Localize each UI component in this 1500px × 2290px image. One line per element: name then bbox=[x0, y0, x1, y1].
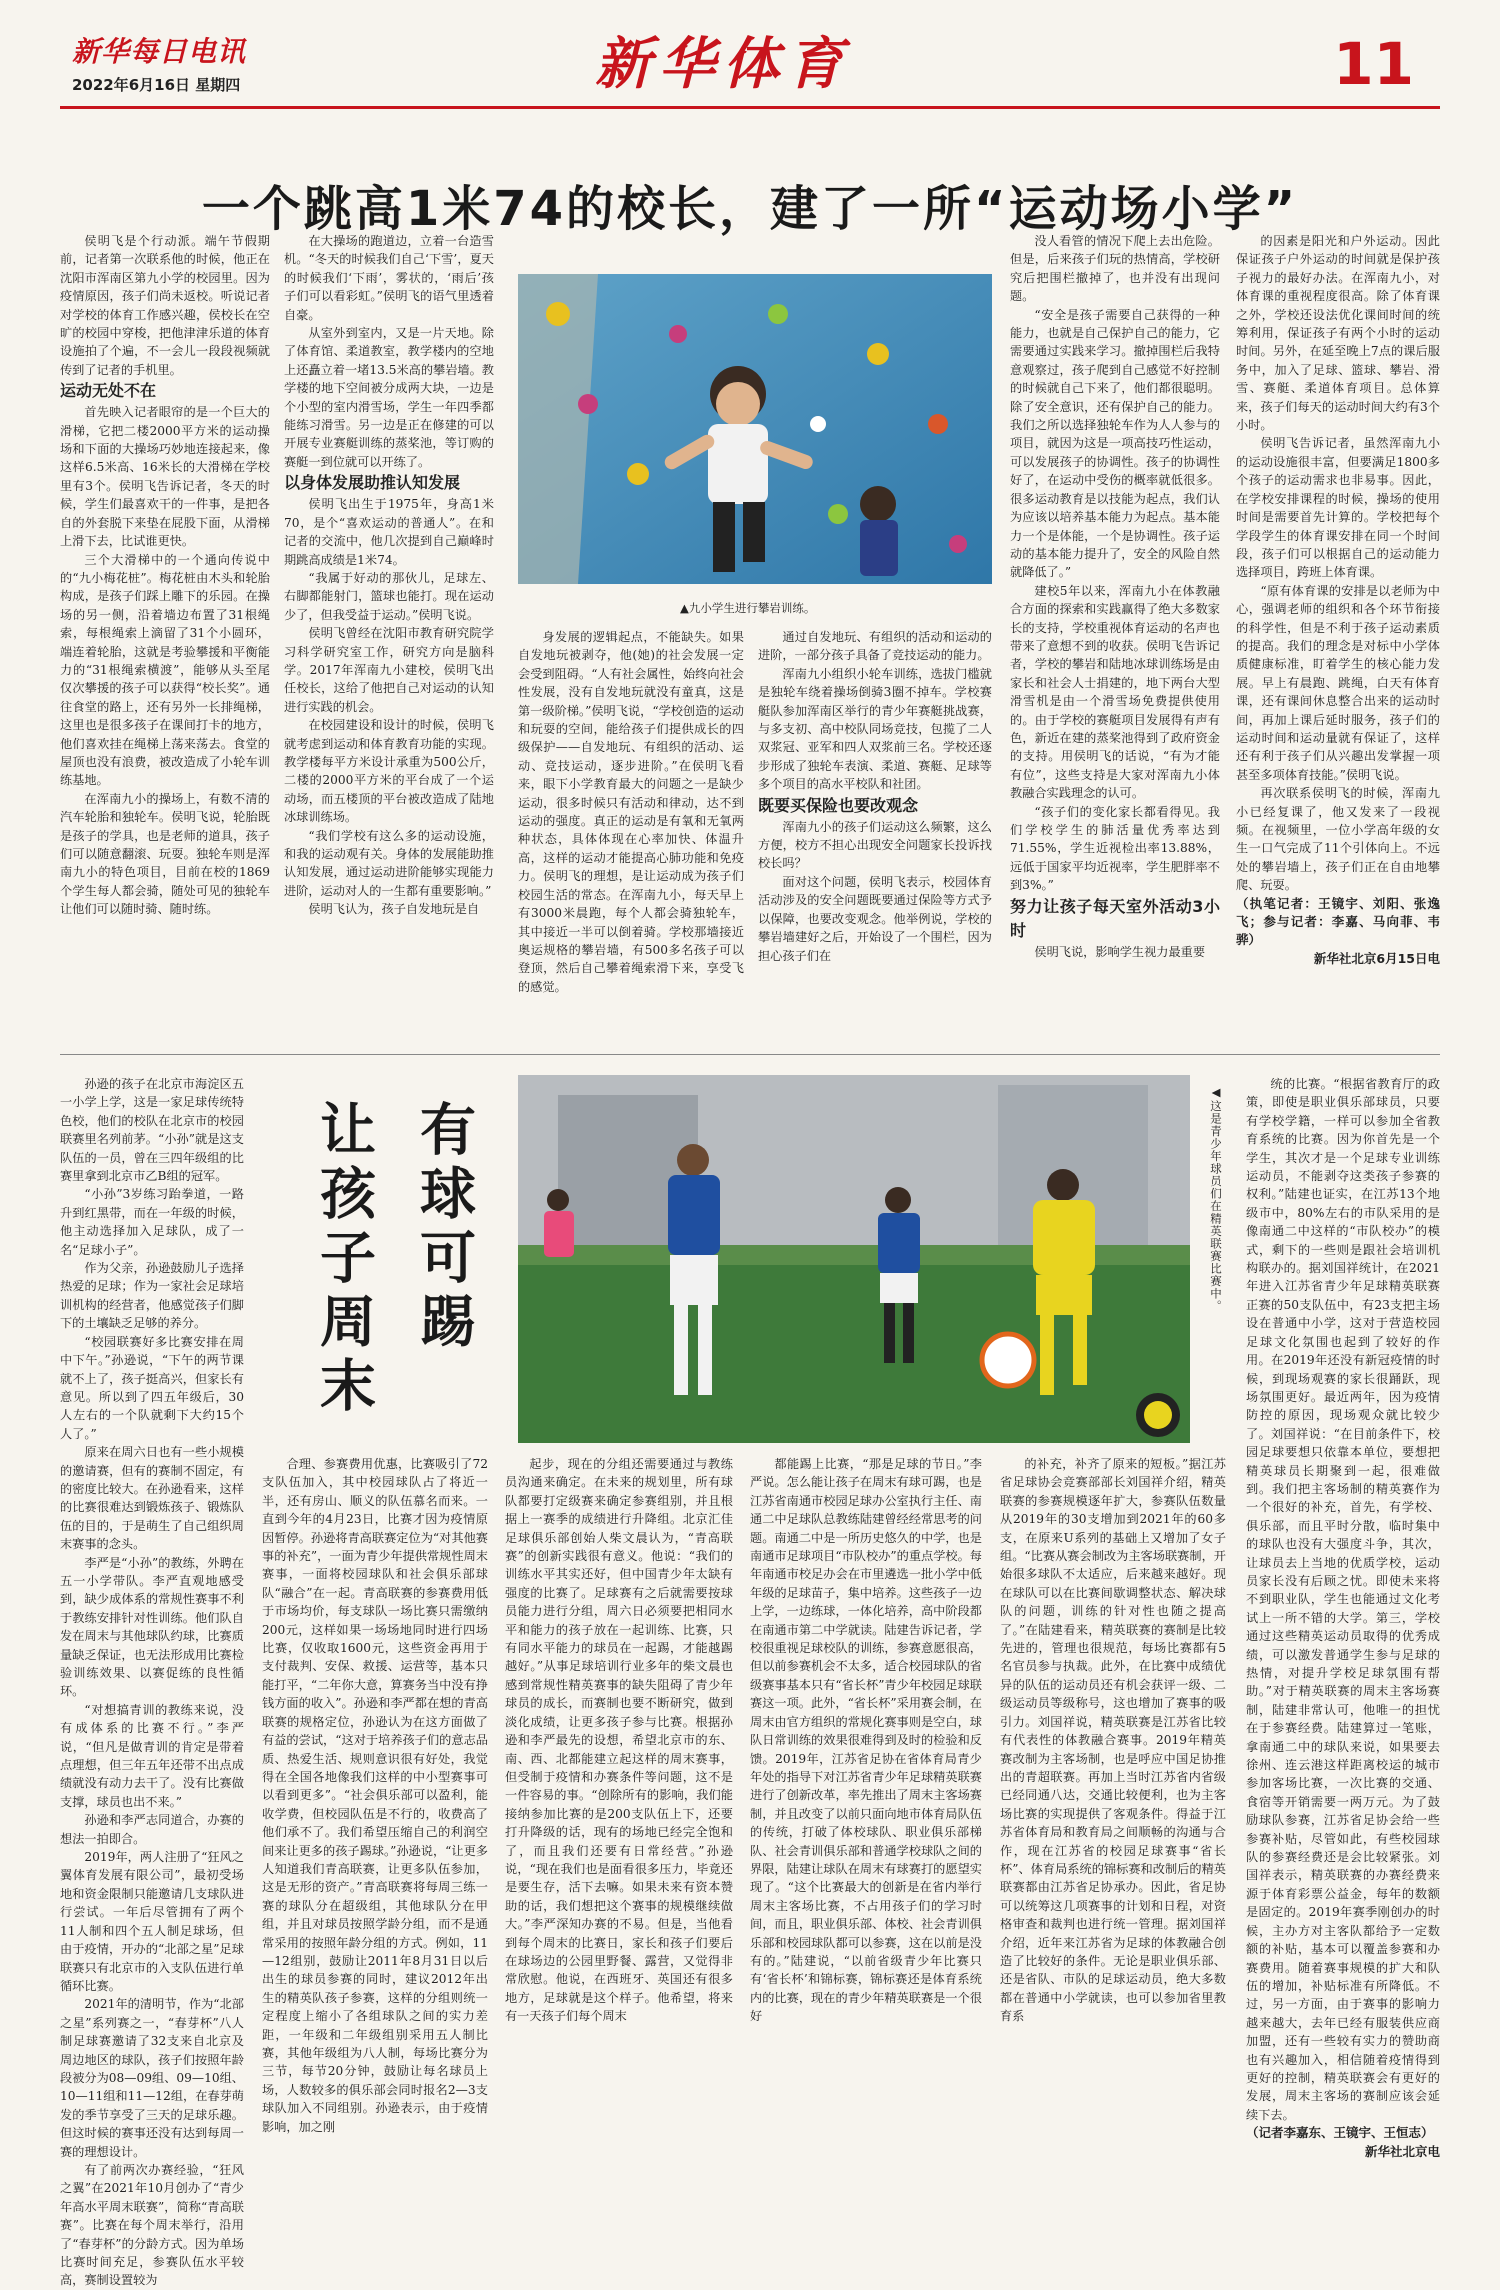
article2-column-4 bbox=[750, 1455, 982, 2155]
paragraph: 面对这个问题，侯明飞表示，校园体育活动涉及的安全问题既要通过保险等方式予以保障，也要改变观念。他举例说，学校的攀岩墙建好之后，开始设了一个围栏，因为担心孩子们在 bbox=[758, 874, 992, 963]
article1-column-6 bbox=[1236, 232, 1440, 1042]
paragraph: 在校园建设和设计的时候，侯明飞就考虑到运动和体育教育功能的实现。教学楼每平方米设计承重为500公斤，二楼的2000平方米的平台成了一个运动场，而五楼顶的平台被改造成了陆地冰球训练场。 bbox=[284, 718, 494, 825]
subheading: 运动无处不在 bbox=[60, 381, 157, 401]
masthead-left bbox=[72, 30, 246, 95]
paragraph: 没人看管的情况下爬上去出危险。但是，后来孩子们玩的热情高，学校研究后把围栏撤掉了，也并没有出现问题。 bbox=[1010, 234, 1220, 304]
paragraph: 侯明飞是个行动派。端午节假期前，记者第一次联系他的时候，他正在沈阳市浑南区第九小学的校园里。因为疫情原因，孩子们尚未返校。听说记者对学校的体育工作感兴趣，侯校长在空旷的校园中穿梭，把他津津乐道的体育设施拍了个遍，不一会儿一段段视频就传到了记者的手机里。 bbox=[60, 234, 270, 377]
paragraph: 再次联系侯明飞的时候，浑南九小已经复课了，他又发来了一段视频。在视频里，一位小学高年级的女生一口气完成了11个引体向上。不远处的攀岩墙上，孩子们正在自由地攀爬、玩耍。 bbox=[1236, 786, 1440, 893]
paragraph: “对想搞青训的教练来说，没有成体系的比赛不行。”李严说，“但凡是做青训的肯定是带着点理想，但三年五年还带不出点成绩就没有动力去干了。没有比赛做支撑，球员也出不来。” bbox=[60, 1702, 244, 1809]
byline: （记者李嘉东、王镜宇、王恒志） bbox=[1246, 2125, 1434, 2141]
issue-date: 2022年6月16日 星期四 bbox=[72, 76, 241, 94]
paragraph: 有了前两次办赛经验，“狂风之翼”在2021年10月创办了“青少年高水平周末联赛”，简称“青高联赛”。比赛在每个周末举行，沿用了“春芽杯”的分龄方式。因为单场比赛时间充足，参赛队伍水平较高，赛制设置较为 bbox=[60, 2162, 244, 2288]
paragraph: 侯明飞曾经在沈阳市教育研究院学习科学研究室工作，研究方向是脑科学。2017年浑南九小建校，侯明飞出任校长，这给了他把自己对运动的认知进行实践的机会。 bbox=[284, 626, 494, 714]
paragraph: 浑南九小组织小轮车训练，选拔门槛就是独轮车绕着操场倒骑3圈不掉车。学校赛艇队参加浑南区举行的青少年赛艇挑战赛，与多支初、高中校队同场竞技，包揽了二人双浆冠、亚军和四人双浆前三名。学校还逐步形成了独轮车表演、柔道、赛艇、足球等多个项目的高水平校队和社团。 bbox=[758, 666, 992, 792]
paragraph: 身发展的逻辑起点，不能缺失。如果自发地玩被剥夺，他(她)的社会发展一定会受到阻碍。“人有社会属性，始终向社会性发展，没有自发地玩就没有童真，这是第一级阶梯。”侯明飞说，“学校创造的运动和玩耍的空间，能给孩子们提供成长的四级保护——自发地玩、有组织的活动、运动、竞技运动，逐步进阶。”在侯明飞看来，眼下小学教育最大的问题之一是缺少运动，很多时候只有活动和律动，达不到运动的强度。真正的运动是有氧和无氧两种状态，具体体现在心率加快、体温升高，这样的运动才能提高心肺功能和免疫力。侯明飞的理想，是让运动成为孩子们校园生活的常态。在浑南九小，每天早上有3000米晨跑，每个人都会骑独轮车，其中接近一半可以倒着骑。学校那墙接近奥运规格的攀岩墙，有500多名孩子可以登顶，然后自己攀着绳索滑下来，享受飞的感觉。 bbox=[518, 630, 744, 994]
paragraph: 三个大滑梯中的一个通向传说中的“九小梅花桩”。梅花桩由木头和轮胎构成，是孩子们踩上雕下的乐园。在操场的另一侧，沿着墙边布置了31根绳索，每根绳索上滴留了31个小圆环，端连着轮胎，这就是考验攀援和平衡能力的“31根绳索横渡”，能够从头至尾仅次攀援的孩子可以获得“校长奖”。通往食堂的路上，还有另外一长排绳梯，这里也是很多孩子在课间打卡的地方，他们喜欢挂在绳梯上荡来荡去。食堂的屋顶也没有浪费，被改造成了小轮车训练基地。 bbox=[60, 552, 270, 788]
paragraph: 孙逊的孩子在北京市海淀区五一小学上学，这是一家足球传统特色校，他们的校队在北京市的校园联赛里名列前茅。“小孙”就是这支队伍的一员，曾在三四年级组的比赛里拿到北京市乙B组的冠军。 bbox=[60, 1077, 244, 1184]
football-photo-caption: ◀这是青少年球员们在精英联赛比赛中。 bbox=[1209, 1085, 1223, 1313]
article1-column-1 bbox=[60, 232, 270, 1042]
article2-column-1 bbox=[60, 1075, 244, 2288]
paragraph: 通过自发地玩、有组织的活动和运动的进阶，一部分孩子具备了竞技运动的能力。 bbox=[758, 630, 992, 663]
football-match-illustration bbox=[518, 1075, 1190, 1443]
article2-headline-line1: 有球可踢 bbox=[411, 1100, 477, 1356]
paragraph: “我属于好动的那伙儿，足球左、右脚都能射门，篮球也能打。现在运动少了，但我受益于运动。”侯明飞说。 bbox=[284, 570, 494, 622]
byline: （执笔记者：王镜宇、刘阳、张逸飞；参与记者：李嘉、马向菲、韦骅） bbox=[1236, 895, 1440, 948]
paragraph: 2019年，两人注册了“狂风之翼体育发展有限公司”，最初受场地和资金限制只能邀请几支球队进行尝试。一年后尽管拥有了两个11人制和四个五人制足球场，但由于疫情，开办的“北部之星”足球联赛只有北京市的入支队伍进行单循环比赛。 bbox=[60, 1850, 244, 1993]
climbing-wall-illustration bbox=[518, 274, 992, 584]
paragraph: “孩子们的变化家长都看得见。我们学校学生的肺活量优秀率达到71.55%，学生近视检出率13.88%，远低于国家平均近视率，学生肥胖率不到3%。” bbox=[1010, 804, 1220, 893]
article2-column-5 bbox=[1000, 1455, 1226, 2155]
article2-headline-line2: 让孩子周末 bbox=[311, 1100, 377, 1420]
paragraph: 在大操场的跑道边，立着一台造雪机。“冬天的时候我们自己‘下雪’，夏天的时候我们‘下雨’，雾状的，‘雨后’孩子们可以看彩虹。”侯明飞的语气里透着自豪。 bbox=[284, 234, 494, 322]
paragraph: 的因素是阳光和户外运动。因此保证孩子户外运动的时间就是保护孩子视力的最好办法。在浑南九小，对体育课的重视程度很高。除了体育课之外，学校还设法优化课间时间的统筹利用，保证孩子有两个小时的运动时间。另外，在延至晚上7点的课后服务中，加入了足球、篮球、攀岩、滑雪、赛艇、柔道体育项目。总体算来，孩子们每天的运动时间大约有3个小时。 bbox=[1236, 234, 1440, 433]
subheading: 以身体发展助推认知发展 bbox=[284, 473, 461, 493]
article1-headline: 一个跳高1米74的校长，建了一所“运动场小学” bbox=[201, 181, 1299, 237]
paragraph: “校园联赛好多比赛安排在周中下午。”孙逊说，“下午的两节课就不上了，孩子挺高兴，但家长有意见。所以到了四五年级后，30人左右的一个队就剩下大约15个人了。” bbox=[60, 1334, 244, 1441]
paragraph: 李严是“小孙”的教练，外聘在五一小学带队。李严直观地感受到，缺少成体系的常规性赛事不利于教练安排针对性训练。他们队自发在周末与其他球队约球，比赛质量缺乏保证，也无法形成用比赛检验训练效果、以赛促练的良性循环。 bbox=[60, 1555, 244, 1699]
paragraph: “安全是孩子需要自己获得的一种能力，也就是自己保护自己的能力，它需要通过实践来学习。撤掉围栏后我特意观察过，孩子爬到自己感觉不好控制的时候就自己下来了，他们都很聪明。除了安全意识，还有保护自己的能力。我们之所以选择独轮车作为人人参与的项目，就因为这是一项高技巧性运动，可以发展孩子的协调性。孩子的协调性好了，在运动中受伤的概率就低很多。很多运动教育是以技能为起点，我们认为应该以培养基本能力为起点。基本能力一个是体能，一个是协调性。孩子运动的基本能力提升了，安全的风险自然就降低了。” bbox=[1010, 307, 1220, 580]
subheading: 既要买保险也要改观念 bbox=[758, 795, 919, 815]
climbing-wall-photo bbox=[518, 274, 992, 584]
paragraph: “原有体育课的安排是以老师为中心，强调老师的组织和各个环节衔接的科学性，但是不利于孩子运动素质的提高。我们的理念是对标中小学体质健康标准，盯着学生的核心能力发展。早上有晨跑、跳绳，白天有体育课，还有课间休息整合出来的运动时间，再加上课后延时服务，孩子们的运动时间和运动量就有保证了，这样还有利于孩子们从兴趣出发掌握一项甚至多项体育技能。”侯明飞说。 bbox=[1236, 583, 1440, 782]
masthead-rule bbox=[60, 106, 1440, 109]
climbing-photo-caption: ▲九小学生进行攀岩训练。 bbox=[680, 601, 816, 615]
article1-column-3 bbox=[518, 628, 744, 1042]
paragraph: 都能踢上比赛，“那是足球的节日。”李严说。怎么能让孩子在周末有球可踢，也是江苏省南通市校园足球办公室执行主任、南通二中足球队总教练陆建曾经经常思考的问题。南通二中是一所历史悠久的中学，也是南通市足球项目“市队校办”的重点学校。每年南通市校足办会在市里遴选一批小学中低年级的足球苗子，集中培养。这些孩子一边上学，一边练球，一体化培养，高中阶段都在南通市第二中学就读。陆建告诉记者，学校很重视足球校队的训练，参赛意愿很高，但以前参赛机会不太多，适合校园球队的省级赛事基本只有“省长杯”青少年校园足球联赛这一项。此外，“省长杯”采用赛会制，在周末由官方组织的常规化赛事则是空白，球队日常训练的效果很难得到及时的检验和反馈。2019年，江苏省足协在省体育局青少年处的指导下对江苏省青少年足球精英联赛进行了创新改革，率先推出了周末主客场赛制，并且改变了以前只面向地市体育局队伍的传统，打破了体校球队、职业俱乐部梯队、社会青训俱乐部和普通学校球队之间的界限，陆建让球队在周末有球赛打的愿望实现了。“这个比赛最大的创新是在省内举行周末主客场比赛，不占用孩子们的学习时间，而且，职业俱乐部、体校、社会青训俱乐部和校园球队都可以参赛，这在以前是没有的。”陆建说，“以前省级青少年比赛只有‘省长杯’和锦标赛，锦标赛还是体育系统内的比赛，现在的青少年精英联赛是一个很好 bbox=[750, 1457, 982, 2024]
article1-column-2 bbox=[284, 232, 494, 1042]
article2-column-2 bbox=[262, 1455, 488, 2155]
paragraph: 2021年的清明节，作为“北部之星”系列赛之一，“春芽杯”八人制足球赛邀请了32支来自北京及周边地区的球队，孩子们按照年龄段被分为08—09组、09—10组、10—11组和11—12组，在春芽萌发的季节享受了三天的足球乐趣。但这时候的赛事还没有达到每周一赛的理想设计。 bbox=[60, 1997, 244, 2159]
paragraph: 侯明飞出生于1975年，身高1米70，是个“喜欢运动的普通人”。在和记者的交流中，他几次提到自己巅峰时期跳高成绩是1米74。 bbox=[284, 497, 494, 567]
paragraph: 浑南九小的孩子们运动这么频繁，这么方便，校方不担心出现安全问题家长投诉找校长吗？ bbox=[758, 819, 992, 871]
paragraph: 侯明飞认为，孩子自发地玩是自 bbox=[308, 902, 480, 917]
article2-column-3 bbox=[505, 1455, 733, 2155]
paragraph: 合理、参赛费用优惠，比赛吸引了72支队伍加入，其中校园球队占了将近一半，还有房山、顺义的队伍慕名而来。一直到今年的4月23日，比赛才因为疫情原因暂停。孙逊将青高联赛定位为“对其他赛事的补充”，一面为青少年提供常规性周末赛事，一面将校园球队和社会俱乐部球队“融合”在一起。青高联赛的参赛费用低于市场均价，每支球队一场比赛只需缴纳200元，这样如果一场场地同时进行四场比赛，仅收取1600元，这些资金再用于支付裁判、安保、救援、运营等，基本只能打平，“二年你大意，算赛务当中没有挣钱方面的收入”。孙逊和李严都在想的青高联赛的规格定位，孙逊认为在这方面做了有益的尝试，“这对于培养孩子们的意志品质、热爱生活、规则意识很有好处，我觉得在全国各地像我们这样的中小型赛事可以看到更多”。“社会俱乐部可以盈利，能收学费，但校园队伍是不行的，收费高了他们承不了。我们希望压缩自己的利润空间来让更多的孩子踢球。”孙逊说，“让更多人知道我们青高联赛，让更多队伍参加，这是无形的资产。”青高联赛将每周三练一赛的球队分在超级组，其他球队分在甲组，并且对球员按照学龄分组，而不是通常采用的按照年龄分组的方式。例如，11—12组别，鼓励让2011年8月31日以后出生的球员参赛的同时，建议2012年出生的精英队孩子参赛，这样的分组则统一定程度上缩小了各组球队之间的实力差距，一年级和二年级组别采用五人制比赛，其他年级组为八人制，每场比赛分为三节，每节20分钟，鼓励让每名球员上场，人数较多的俱乐部会同时报名2—3支球队加入不同组别。孙逊表示，由于疫情影响，加之刚 bbox=[262, 1457, 488, 2134]
article1-column-4 bbox=[758, 628, 992, 1042]
paper-name: 新华每日电讯 bbox=[72, 35, 247, 68]
subheading: 努力让孩子每天室外活动3小时 bbox=[1010, 896, 1220, 940]
paragraph: 原来在周六日也有一些小规模的邀请赛，但有的赛制不固定，有的密度比较大。在孙逊看来，这样的比赛很难达到锻炼孩子、锻炼队伍的目的，于是萌生了自己组织周末赛事的念头。 bbox=[60, 1445, 244, 1552]
paragraph: 孙逊和李严志同道合，办赛的想法一拍即合。 bbox=[60, 1813, 244, 1846]
paragraph: 侯明飞告诉记者，虽然浑南九小的运动设施很丰富，但要满足1800多个孩子的运动需求也非易事。因此，在学校安排课程的时候，操场的使用时间是需要首先计算的。学校把每个学段学生的体育课安排在同一个时间段，孩子们可以根据自己的运动能力选择项目，跨班上体育课。 bbox=[1236, 436, 1440, 580]
section-divider bbox=[60, 1054, 1440, 1055]
paragraph: 从室外到室内，又是一片天地。除了体育馆、柔道教室，教学楼内的空地上还矗立着一堵13.5米高的攀岩墙。教学楼的地下空间被分成两大块，一边是个小型的室内滑雪场，学生一年四季都能练习滑雪。另一边是正在修建的可以开展专业赛艇训练的蒸桨池，等订购的赛艇一到位就可以开练了。 bbox=[284, 326, 494, 469]
article2-column-6 bbox=[1246, 1075, 1440, 2159]
masthead bbox=[0, 0, 1500, 108]
paragraph: 首先映入记者眼帘的是一个巨大的滑梯，它把二楼2000平方米的运动操场和下面的大操场巧妙地连接起来，像这样6.5米高、16米长的大滑梯在学校里有3个。侯明飞告诉记者，冬天的时候，学生们最喜欢干的一件事，是把各自的外套脱下来垫在屁股下面，从滑梯上滑下去，比试谁更快。 bbox=[60, 405, 270, 549]
paragraph: 侯明飞说，影响学生视力最重要 bbox=[1034, 944, 1206, 959]
article1-column-5 bbox=[1010, 232, 1220, 1042]
dateline: 新华社北京电 bbox=[1364, 2143, 1440, 2159]
section-title: 新华体育 bbox=[595, 31, 851, 97]
football-match-photo bbox=[518, 1075, 1190, 1443]
paragraph: 建校5年以来，浑南九小在体教融合方面的探索和实践赢得了绝大多数家长的支持，学校重视体育运动的名声也带来了意想不到的收获。侯明飞告诉记者，学校的攀岩和陆地冰球训练场是由家长和社会人士捐建的，地下两台大型滑雪机是由一个滑雪场免费提供使用的。由于学校的赛艇项目发展得有声有色，新近在建的蒸桨池得到了政府资金的支持。用侯明飞的话说，“有为才能有位”，这些支持是大家对浑南九小体教融合实践理念的认可。 bbox=[1010, 583, 1220, 801]
paragraph: 在浑南九小的操场上，有数不清的汽车轮胎和独轮车。侯明飞说，轮胎既是孩子的学具，也是老师的道具，孩子们可以随意翻滚、玩耍。独轮车则是浑南九小的特色项目，目前在校的1869个学生每人都会骑，随处可见的独轮车让他们可以随时骑、随时练。 bbox=[60, 791, 270, 917]
paragraph: 的补充，补齐了原来的短板。”据江苏省足球协会竞赛部部长刘国祥介绍，精英联赛的参赛规模逐年扩大，参赛队伍数量从2019年的30支增加到2021年的60多支，在原来U系列的基础上又增加了女子组。“比赛从赛会制改为主客场联赛制，开始很多球队不太适应，后来越来越好。现在球队可以在比赛间歇调整状态、解决球队的问题，训练的针对性也随之提高了。”在陆建看来，精英联赛的赛制是比较先进的，管理也很规范，每场比赛都有5名官员参与执裁。此外，在比赛中成绩优异的队伍的运动员还有机会获评一级、二级运动员等级称号，这也增加了赛事的吸引力。刘国祥说，精英联赛是江苏省比较有代表性的体教融合赛事。2019年精英赛改制为主客场制，也是呼应中国足协推出的青超联赛。再加上当时江苏省内省级已经同通八达，交通比较便利，也为主客场比赛的实现提供了客观条件。得益于江苏省体育局和教育局之间顺畅的沟通与合作，现在江苏省的校园足球赛事“省长杯”、体育局系统的锦标赛和改制后的精英联赛都由江苏省足协承办。因此，省足协可以统筹这几项赛事的计划和日程，对资格审查和裁判也进行统一管理。据刘国祥介绍，近年来江苏省为足球的体教融合创造了比较好的条件。无论是职业俱乐部、还是省队、市队的足球运动员，绝大多数都在普通中小学就读，也可以参加省里教育系 bbox=[1000, 1457, 1226, 2024]
paragraph: “我们学校有这么多的运动设施，和我的运动观有关。身体的发展能助推认知发展，通过运动进阶能够实现能力进阶，运动对人的一生都有重要影响。” bbox=[284, 828, 494, 898]
page-number: 11 bbox=[1333, 30, 1414, 98]
paragraph: 起步，现在的分组还需要通过与教练员沟通来确定。在未来的规划里，所有球队都要打定级赛来确定参赛组别，并且根据上一赛季的成绩进行升降组。北京汇佳足球俱乐部创始人柴文晨认为，“青高联赛”的创新实践很有意义。他说：“我们的训练水平其实还好，但中国青少年太缺有强度的比赛了。足球赛有之后就需要按球员能力进行分组，周六日必须要把相同水平和能力的孩子放在一起训练、比赛，只有同水平能力的球员在一起踢，才能越踢越好。”从事足球培训行业多年的柴文晨也感到常规性精英赛事的缺失阻碍了青少年球员的成长，而赛制也要不断研究，做到淡化成绩，让更多孩子参与比赛。根据孙逊和李严最先的设想，希望北京市的东、南、西、北都能建立起这样的周末赛事，但受制于疫情和办赛条件等问题，这不是一件容易的事。“创除所有的影响，我们能接纳参加比赛的是200支队伍上下，还要打升降级的话，现有的场地已经完全饱和了，而且我们还要有日常经营。”孙逊说，“现在我们也是面看很多压力，毕竟还是要生存，活下去嘛。如果未来有资本赞助的话，我们想把这个赛事的规模继续做大。”李严深知办赛的不易。但是，当他看到每个周末的比赛日，家长和孩子们要后在球场边的公园里野餐、露营，又觉得非常欣慰。他说，在西班牙、英国还有很多地方，足球就是这个样子。他希望，将来有一天孩子们每个周末 bbox=[505, 1457, 733, 2024]
paragraph: “小孙”3岁练习跆拳道，一路升到红黑带，而在一年级的时候，他主动选择加入足球队，成了一名“足球小子”。 bbox=[60, 1187, 244, 1257]
dateline: 新华社北京6月15日电 bbox=[1313, 950, 1440, 966]
paragraph: 统的比赛。“根据省教育厅的政策，即使是职业俱乐部球员，只要有学校学籍，一样可以参加全省教育系统的比赛。因为你首先是一个学生，其次才是一个足球专业训练运动员，不能剥夺这类孩子参赛的权利。”陆建也证实，在江苏13个地级市中，80%左右的市队采用的是像南通二中这样的“市队校办”的模式，剩下的一些则是跟社会培训机构联办的。据刘国祥统计，在2021年进入江苏省青少年足球精英联赛正赛的50支队伍中，有23支把主场设在普通中小学，这对于营造校园足球文化氛围也起到了较好的作用。在2019年还没有新冠疫情的时候，到现场观赛的家长很踊跃，现场氛围更好。最近两年，因为疫情防控的原因，现场观众就比较少了。刘国祥说：“在目前条件下，校园足球要想只依靠本单位，要想把精英球员长期聚到一起，很难做到。我们把主客场制的精英赛作为一个很好的补充，首先，有学校、俱乐部，而且平时分散，临时集中的球队也没有大强度斗争，其次，让球员去上当地的优质学校，运动员家长没有后顾之忧。即使未来将不到职业队，学生也能通过文化考试上一所不错的大学。第三，学校通过这些精英运动员取得的优秀成绩，可以激发普通学生参与足球的热情，对提升学校足球氛围有帮助。”对于精英联赛的周末主客场赛制，陆建非常认可，他唯一的担忧在于参赛经费。陆建算过一笔账，拿南通二中的球队来说，如果要去徐州、连云港这样距离校运的城市参加客场比赛，一次比赛的交通、食宿等开销需要一两万元。为了鼓励球队参赛，江苏省足协会给一些参赛补贴，尽管如此，有些校园球队的参赛经费还是会比较紧张。刘国祥表示，精英联赛的办赛经费来源于体育彩票公益金，每年的数额是固定的。2019年赛季刚创办的时候，主办方对主客队都给予一定数额的补贴，基本可以覆盖参赛和办赛费用。随着赛事规模的扩大和队伍的增加，补贴标准有所降低。不过，另一方面，由于赛事的影响力越来越大，去年已经有服装供应商加盟，还有一些较有实力的赞助商也有兴趣加入，相信随着疫情得到更好的控制，精英联赛会有更好的发展，周末主客场的赛制应该会延续下去。 bbox=[1246, 1077, 1440, 2122]
paragraph: 作为父亲，孙逊鼓励儿子选择热爱的足球；作为一家社会足球培训机构的经营者，他感觉孩子们脚下的土壤缺乏足够的养分。 bbox=[60, 1261, 244, 1331]
